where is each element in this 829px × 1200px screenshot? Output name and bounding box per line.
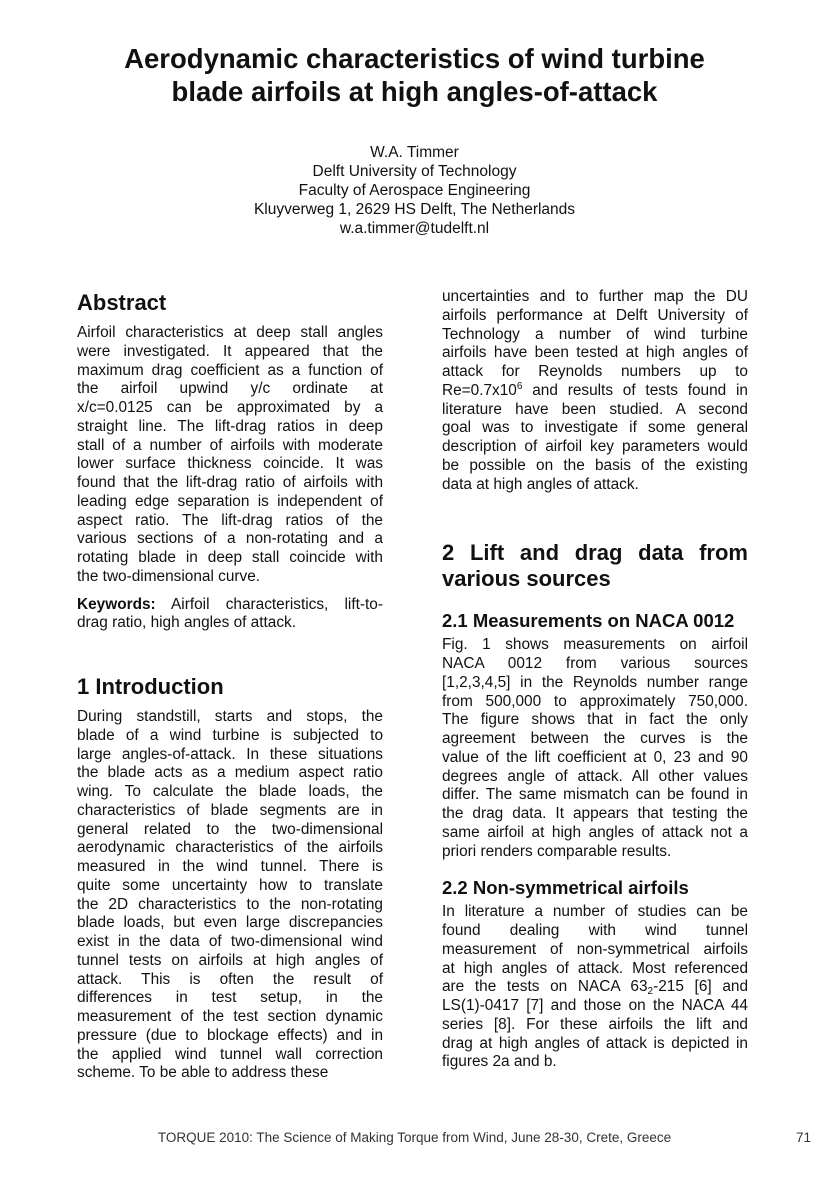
naca-prefix: are the tests on NACA 63: [442, 978, 648, 996]
naca-subscript: 2: [647, 986, 654, 998]
naca-suffix: -215 [6] and: [653, 978, 749, 996]
text-line: Airfoil characteristics at deep stall angles: [77, 324, 383, 341]
left-column: [77, 290, 383, 1083]
text-line: blade loads, but even large discrepancies: [77, 914, 383, 932]
text-line: LS(1)-0417 [7] and those on the NACA 44: [442, 997, 748, 1014]
text-line: leading edge separation is independent of: [77, 492, 383, 510]
text-line: attack. This is often the result of: [77, 970, 383, 988]
text-line: at high angles of attack. Most referenced: [442, 959, 748, 977]
text-line: aerodynamic characteristics of the airfoils: [77, 839, 383, 857]
text-line: priori renders comparable results.: [442, 842, 672, 860]
text-line: tunnel tests on airfoils at high angles of: [77, 951, 383, 969]
conference-info: TORQUE 2010: The Science of Making Torque from Wind, June 28-30, Crete, Greece: [157, 1130, 672, 1145]
introduction-paragraph: [77, 708, 383, 1083]
section21-paragraph: [442, 636, 748, 861]
text-line: literature have been studied. A second: [442, 400, 748, 418]
reynolds-exponent: 6: [516, 380, 523, 392]
email: w.a.timmer@tudelft.nl: [339, 220, 490, 237]
title-line: blade airfoils at high angles-of-attack: [171, 76, 658, 107]
text-line: quite some uncertainty how to translate: [77, 876, 383, 894]
text-line: degrees angle of attack. All other values: [442, 767, 748, 785]
text-line: various sections of a non-rotating and a: [77, 530, 383, 548]
title-line: Aerodynamic characteristics of wind turbine: [124, 43, 705, 74]
text-line: value of the lift coefficient at 0, 23 and 90: [442, 748, 748, 766]
right-column: [442, 288, 748, 1072]
text-line: found that the lift-drag ratio of airfoils with: [77, 474, 383, 491]
text-line: scheme. To be able to address these: [77, 1064, 329, 1082]
text-line: [1,2,3,4,5] in the Reynolds number range: [442, 673, 748, 691]
text-line: In literature a number of studies can be: [442, 903, 748, 921]
text-line: airfoils performance at Delft University of: [442, 306, 748, 324]
text-line: characteristics of blade segments are in: [77, 801, 383, 819]
text-line: description of airfoil key parameters would: [442, 438, 748, 455]
text-line: the applied wind tunnel wall correction: [77, 1045, 383, 1063]
text-line: the blade acts as a medium aspect ratio: [77, 764, 383, 782]
introduction-continued: [442, 288, 748, 494]
text-line: measurement of non-symmetrical airfoils: [442, 940, 748, 958]
text-line: [77, 596, 383, 615]
text-line: [442, 978, 748, 997]
text-line: airfoils have been tested at high angles of: [442, 344, 748, 362]
paper-title: [60, 42, 769, 108]
text-line: the drag data. It appears that testing the: [442, 805, 748, 822]
text-line: measured in the wind tunnel. There is: [77, 858, 383, 875]
text-line: be possible on the basis of the existing: [442, 456, 748, 474]
text-line: exist in the data of two-dimensional wind: [77, 933, 383, 950]
text-line: the airfoil upwind y/c ordinate at: [77, 380, 383, 398]
text-line: general related to the two-dimensional: [77, 820, 383, 838]
section22-paragraph: [442, 903, 748, 1072]
affiliation: Delft University of Technology: [312, 163, 517, 180]
text-line: the 2D characteristics to the non-rotating: [77, 895, 383, 913]
address: Kluyverweg 1, 2629 HS Delft, The Netherlands: [253, 201, 576, 218]
heading-line: various sources: [442, 566, 611, 592]
text-line: data at high angles of attack.: [442, 475, 639, 493]
text-line: Fig. 1 shows measurements on airfoil: [442, 636, 748, 654]
keywords-label: Keywords:: [77, 595, 156, 613]
text-line: x/c=0.0125 can be approximated by a: [77, 399, 383, 416]
text-line: Technology a number of wind turbine: [442, 325, 748, 343]
text-line: series [8]. For these airfoils the lift and: [442, 1015, 748, 1033]
text-line: same airfoil at high angles of attack not a: [442, 823, 748, 841]
keywords-paragraph: [77, 596, 383, 634]
text-line: differences in test setup, in the: [77, 989, 383, 1007]
reynolds-suffix: and results of tests found in: [522, 381, 748, 399]
keywords-text: Airfoil characteristics, lift-to-: [171, 595, 383, 613]
text-line: pressure (due to blockage effects) and in: [77, 1026, 383, 1044]
page-number: 71: [795, 1130, 811, 1145]
text-line: [442, 382, 748, 401]
text-line: lower surface thickness coincide. It was: [77, 455, 383, 473]
text-line: rotating blade in deep stall coincide with: [77, 549, 383, 566]
text-line: found dealing with wind tunnel: [442, 922, 748, 939]
text-line: stall of a number of airfoils with moderate: [77, 436, 383, 454]
abstract-paragraph: [77, 324, 383, 587]
text-line: straight line. The lift-drag ratios in deep: [77, 417, 383, 435]
text-line: The figure shows that in fact the only: [442, 711, 748, 729]
text-line: drag ratio, high angles of attack.: [77, 614, 297, 632]
text-line: the two-dimensional curve.: [77, 567, 261, 585]
author-block: [60, 143, 769, 238]
text-line: uncertainties and to further map the DU: [442, 288, 748, 305]
text-line: differ. The same mismatch can be found in: [442, 786, 748, 804]
author-name: W.A. Timmer: [370, 144, 459, 161]
text-line: NACA 0012 from various sources: [442, 655, 748, 672]
text-line: were investigated. It appeared that the: [77, 342, 383, 360]
section21-heading: 2.1 Measurements on NACA 0012: [442, 610, 735, 632]
introduction-heading: 1 Introduction: [77, 674, 224, 699]
text-line: During standstill, starts and stops, the: [77, 708, 383, 725]
abstract-heading: Abstract: [77, 290, 167, 315]
text-line: wing. To calculate the blade loads, the: [77, 783, 383, 800]
text-line: agreement between the curves is the: [442, 730, 748, 747]
text-line: drag at high angles of attack is depicted in: [442, 1034, 748, 1052]
text-line: goal was to investigate if some general: [442, 419, 748, 437]
reynolds-prefix: Re=0.7x10: [442, 381, 517, 399]
text-line: attack for Reynolds numbers up to: [442, 363, 748, 380]
text-line: aspect ratio. The lift-drag ratios of the: [77, 511, 383, 529]
heading-line: 2 Lift and drag data from: [442, 540, 748, 566]
text-line: measurement of the test section dynamic: [77, 1008, 383, 1025]
text-line: figures 2a and b.: [442, 1053, 557, 1071]
text-line: blade of a wind turbine is subjected to: [77, 726, 383, 744]
section2-heading: [442, 540, 748, 592]
text-line: from 500,000 to approximately 750,000.: [442, 692, 748, 710]
text-line: maximum drag coefficient as a function of: [77, 361, 383, 379]
affiliation: Faculty of Aerospace Engineering: [298, 182, 531, 199]
text-line: large angles-of-attack. In these situations: [77, 745, 383, 763]
section22-heading: 2.2 Non-symmetrical airfoils: [442, 877, 689, 899]
